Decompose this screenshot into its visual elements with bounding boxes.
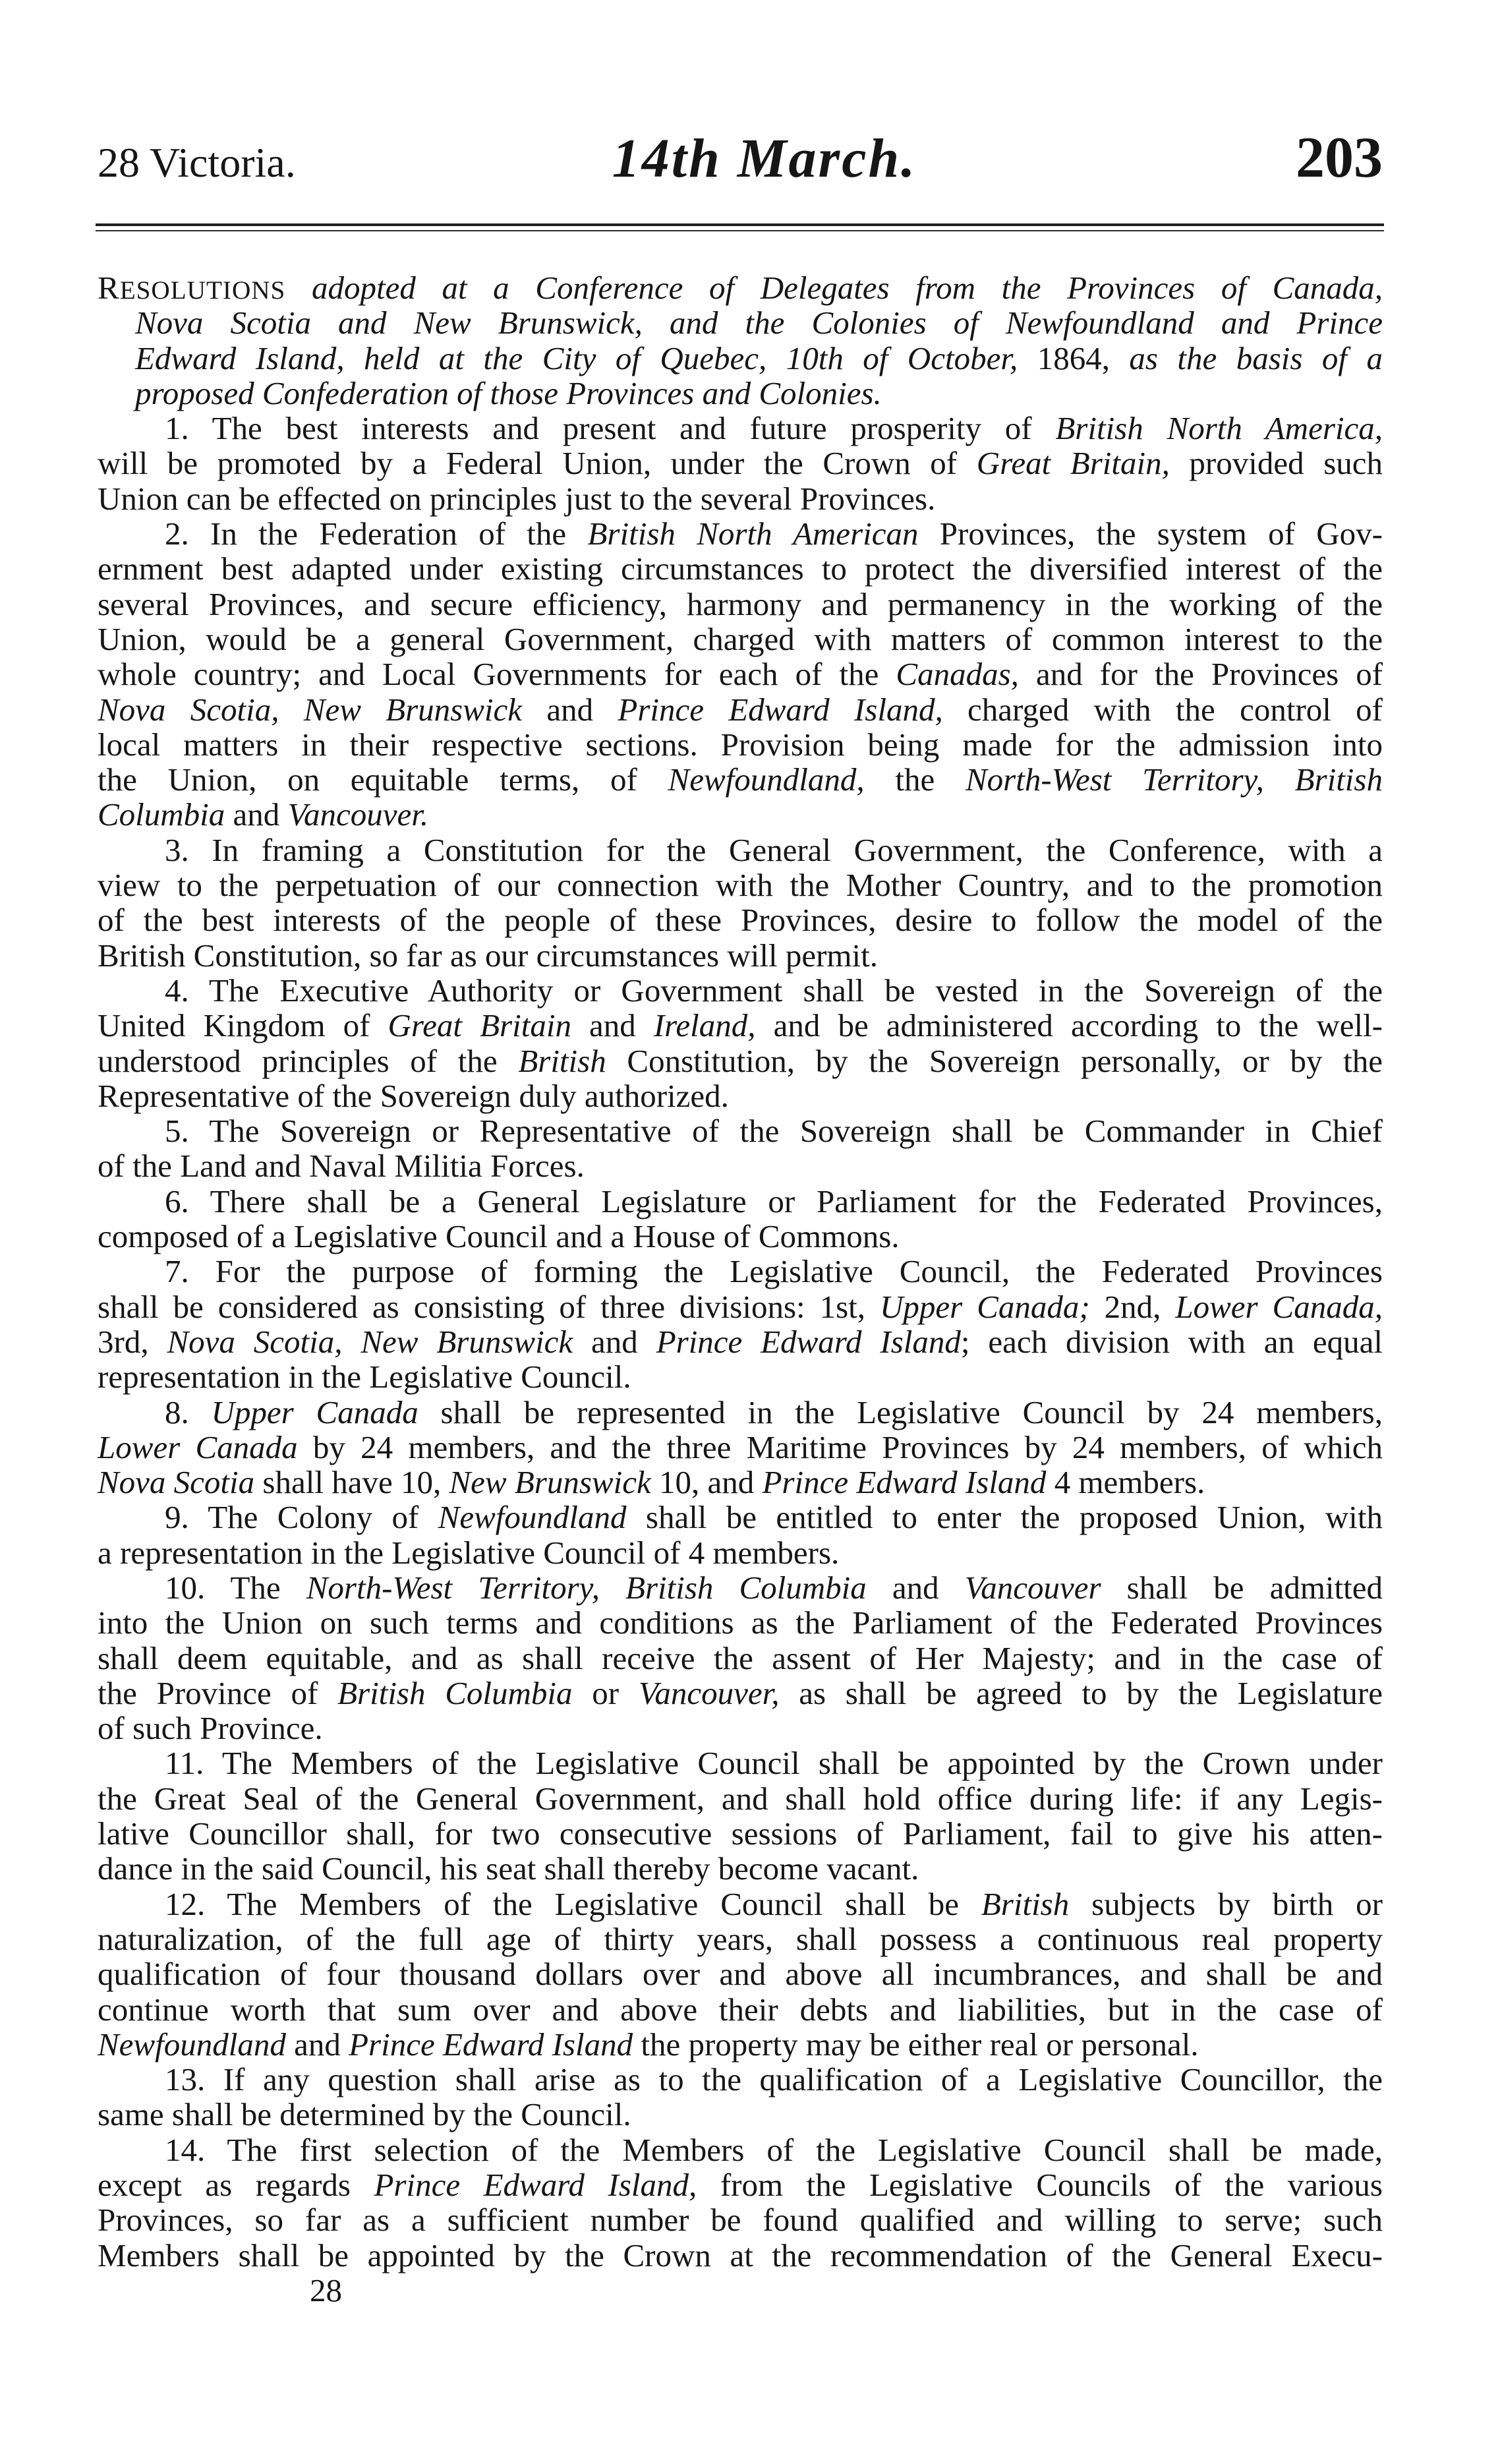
text-run: by 24 members, and the three Maritime Provinces by 24 members, of which (297, 1428, 1383, 1465)
text-line (98, 2167, 1383, 2202)
text-run: and be administered according to the well- (755, 1007, 1383, 1044)
text-line (165, 516, 1383, 551)
text-line (98, 1816, 1383, 1851)
running-head-regnal-year: 28 Victoria. (98, 139, 296, 186)
text-run: shall be entitled to enter the proposed Union, with (626, 1499, 1383, 1536)
text-run: 4. The Executive Authority or Government shall be vested in the Sovereign of the (165, 972, 1383, 1009)
italic-run: Lower Canada, (1175, 1288, 1383, 1325)
italic-run: British (981, 1885, 1070, 1922)
text-line (98, 1641, 1383, 1676)
italic-run: Nova Scotia (98, 1464, 255, 1501)
italic-run: North-West Territory, British Columbia (306, 1569, 867, 1606)
text-run: of the best interests of the people of these Provinces, desire to follow the model of the (98, 902, 1383, 939)
text-run: 8. (165, 1393, 212, 1430)
text-line (135, 376, 1383, 411)
text-run: Provinces, the system of Gov- (918, 515, 1383, 552)
resolution-paragraph (98, 973, 1383, 1113)
text-run: of the Land and Naval Militia Forces. (98, 1148, 585, 1185)
text-run: as shall be agreed to by the Legislature (779, 1674, 1383, 1711)
text-run: and (866, 1569, 965, 1606)
text-line (98, 1043, 1383, 1078)
italic-run: British Columbia (337, 1674, 573, 1711)
text-run: Union, would be a general Government, charged with matters of common interest to the (98, 620, 1383, 657)
text-line (135, 341, 1383, 376)
text-line (165, 1395, 1383, 1430)
text-run: 5. The Sovereign or Representative of the Sovereign shall be Commander in Chief (165, 1113, 1383, 1150)
text-line (98, 446, 1383, 481)
text-run: several Provinces, and secure efficiency, harmony and permanency in the working of the (98, 585, 1383, 622)
text-line (98, 1781, 1383, 1816)
text-run: ernment best adapted under existing circumstances to protect the diversified interest of the (98, 550, 1383, 587)
text-line (98, 1008, 1383, 1043)
text-line (165, 1254, 1383, 1289)
text-line (98, 657, 1383, 691)
text-run: shall be represented in the Legislative Council by 24 members, (418, 1393, 1383, 1430)
text-run: Constitution, by the Sovereign personally, or by the (606, 1042, 1383, 1079)
text-run: the Province of (98, 1674, 338, 1711)
small-caps-run: RESOLUTIONS (98, 270, 286, 306)
text-run: 12. The Members of the Legislative Council shall be (165, 1885, 981, 1922)
text-run: will be promoted by a Federal Union, under the Crown of (98, 445, 977, 482)
text-line (165, 2062, 1383, 2097)
text-line (98, 1992, 1383, 2027)
text-run: 6. There shall be a General Legislature or Parliament for the Federated Provinces, (165, 1183, 1383, 1219)
text-line (98, 551, 1383, 586)
text-run: Provinces, so far as a sufficient number be found qualified and willing to serve; such (98, 2202, 1383, 2239)
signature-mark: 28 (310, 2272, 342, 2308)
italic-run: proposed Confederation of those Provinces and Colonies. (135, 374, 882, 411)
italic-run: Great Britain (388, 1007, 571, 1044)
text-block (98, 270, 1383, 2273)
italic-run: Columbia (98, 796, 225, 833)
text-run: 9. The Colony of (165, 1499, 438, 1536)
resolution-paragraph (98, 1113, 1383, 1184)
text-run: same shall be determined by the Council. (98, 2096, 631, 2133)
text-line (98, 902, 1383, 937)
italic-run: Lower Canada (98, 1428, 298, 1465)
italic-run: Prince Edward Island (656, 1323, 961, 1360)
italic-run: adopted at a Conference of Delegates from the Provinces of Canada, (285, 270, 1383, 306)
text-run: except as regards (98, 2167, 374, 2204)
text-run: lative Councillor shall, for two consecutive sessions of Parliament, fail to give his atten- (98, 1815, 1383, 1852)
text-run: of such Province. (98, 1710, 323, 1747)
text-run: shall be considered as consisting of three divisions: 1st, (98, 1288, 880, 1325)
text-line (98, 2238, 1383, 2273)
text-run: 10, and (650, 1464, 763, 1501)
text-run: Members shall be appointed by the Crown at the recommendation of the General Execu- (98, 2237, 1383, 2273)
text-line (98, 1605, 1383, 1640)
page-number: 203 (1296, 126, 1383, 190)
italic-run: North-West Territory, British (965, 761, 1383, 798)
text-run: Representative of the Sovereign duly authorized. (98, 1077, 729, 1114)
text-run: representation in the Legislative Council. (98, 1359, 631, 1395)
text-run: whole country; and Local Governments for each of the (98, 656, 896, 693)
text-line (98, 727, 1383, 762)
italic-run: as the basis of a (1109, 339, 1383, 376)
italic-run: New Brunswick (449, 1464, 651, 1501)
head-rule-thin (96, 230, 1384, 231)
italic-run: British North America, (1055, 410, 1383, 447)
text-run: qualification of four thousand dollars over and above all incumbrances, and shall be and (98, 1956, 1383, 1993)
resolution-paragraph (98, 1500, 1383, 1570)
text-run: and for the Provinces of (1018, 656, 1383, 693)
text-line (98, 622, 1383, 657)
text-line (98, 1289, 1383, 1324)
text-line (165, 2132, 1383, 2167)
text-run: 13. If any question shall arise as to the qualification of a Legislative Councillor, the (165, 2061, 1383, 2098)
text-run: British Constitution, so far as our circumstances will permit. (98, 937, 878, 974)
text-run: view to the perpetuation of our connection with the Mother Country, and to the promotion (98, 867, 1383, 904)
text-run: from the Legislative Councils of the various (697, 2167, 1383, 2204)
resolution-paragraph (98, 1887, 1383, 2062)
running-head-date: 14th March. (612, 128, 917, 189)
italic-run: Prince Edward Island, (618, 691, 943, 728)
resolution-paragraph (98, 1254, 1383, 1394)
text-run: shall be admitted (1101, 1569, 1383, 1606)
text-line (98, 2097, 1383, 2132)
text-run: charged with the control of (942, 691, 1383, 728)
text-run: composed of a Legislative Council and a House of Commons. (98, 1218, 900, 1255)
text-line (98, 762, 1383, 797)
italic-run: Nova Scotia, New Brunswick (167, 1323, 573, 1360)
resolution-paragraph (98, 1570, 1383, 1745)
text-run: United Kingdom of (98, 1007, 388, 1044)
head-rule-thick (96, 223, 1384, 226)
text-run: 7. For the purpose of forming the Legislative Council, the Federated Provinces (165, 1253, 1383, 1290)
text-line (98, 2202, 1383, 2237)
text-run: 2. In the Federation of the (165, 515, 588, 552)
text-run: a representation in the Legislative Council of 4 members. (98, 1534, 840, 1571)
text-run: 3. In framing a Constitution for the General Government, the Conference, with a (165, 831, 1383, 868)
text-run: and (225, 796, 288, 833)
italic-run: Ireland, (653, 1007, 756, 1044)
text-line (98, 1535, 1383, 1570)
text-line (98, 1148, 1383, 1183)
text-run: shall deem equitable, and as shall receive the assent of Her Majesty; and in the case of (98, 1639, 1383, 1676)
text-line (98, 1851, 1383, 1886)
text-line (98, 1465, 1383, 1500)
italic-run: Great Britain, (976, 445, 1170, 482)
text-line (98, 1676, 1383, 1711)
text-run: continue worth that sum over and above their debts and liabilities, but in the case of (98, 1991, 1383, 2028)
text-line (98, 692, 1383, 727)
text-run: 1. The best interests and present and future prosperity of (165, 410, 1056, 447)
resolution-paragraph (98, 1745, 1383, 1886)
text-run: 3rd, (98, 1323, 167, 1360)
text-run: and (571, 1007, 654, 1044)
text-line (98, 938, 1383, 973)
text-run: 1864, (1037, 339, 1110, 376)
text-line (165, 833, 1383, 867)
italic-run: Prince Edward Island (349, 2026, 633, 2063)
text-line (165, 1184, 1383, 1219)
italic-run: Prince Edward Island (762, 1464, 1047, 1501)
text-run: ; each division with an equal (960, 1323, 1383, 1360)
text-run: the Union, on equitable terms, of (98, 761, 668, 798)
text-line (98, 2027, 1383, 2062)
text-run: 10. The (165, 1569, 306, 1606)
italic-run: Upper Canada; (880, 1288, 1090, 1325)
resolution-paragraph (98, 516, 1383, 833)
italic-run: Vancouver. (287, 796, 429, 833)
text-run: and (522, 691, 618, 728)
text-run: local matters in their respective sections. Provision being made for the admission into (98, 726, 1383, 763)
resolution-paragraph (98, 2132, 1383, 2273)
text-run: 2nd, (1089, 1288, 1176, 1325)
italic-run: British North American (587, 515, 919, 552)
text-line (165, 1113, 1383, 1148)
text-line (165, 1570, 1383, 1605)
text-run: understood principles of the (98, 1042, 519, 1079)
text-line (165, 1500, 1383, 1535)
italic-run: Nova Scotia, New Brunswick (98, 691, 523, 728)
text-line (165, 973, 1383, 1008)
resolution-paragraph (98, 1184, 1383, 1254)
text-run: dance in the said Council, his seat shall thereby become vacant. (98, 1850, 919, 1887)
text-run: or (572, 1674, 639, 1711)
resolutions-list (98, 411, 1383, 2273)
text-run: the (864, 761, 966, 798)
italic-run: Newfoundland, (668, 761, 865, 798)
text-run: provided such (1169, 445, 1383, 482)
text-line (98, 1324, 1383, 1359)
text-run: Union can be effected on principles just to the several Provinces. (98, 480, 936, 517)
running-head (98, 126, 1383, 190)
text-line (98, 481, 1383, 516)
text-line (98, 587, 1383, 622)
resolution-paragraph (98, 2062, 1383, 2132)
text-line (98, 1430, 1383, 1465)
text-line (98, 867, 1383, 902)
text-line (98, 1711, 1383, 1745)
italic-run: Canadas, (896, 656, 1019, 693)
text-run: the property may be either real or personal. (633, 2026, 1199, 2063)
text-line (98, 270, 1383, 305)
italic-run: Newfoundland (98, 2026, 286, 2063)
italic-run: Newfoundland (438, 1499, 627, 1536)
text-run: and (285, 2026, 349, 2063)
text-run: into the Union on such terms and conditions as the Parliament of the Federated Provinces (98, 1604, 1383, 1641)
text-line (135, 305, 1383, 340)
text-line (98, 1219, 1383, 1254)
text-run: the Great Seal of the General Government, and shall hold office during life: if any Legis- (98, 1780, 1383, 1817)
italic-run: Nova Scotia and New Brunswick, and the Colonies of Newfoundland and Prince (135, 305, 1383, 341)
italic-run: British (518, 1042, 606, 1079)
text-line (98, 1956, 1383, 1991)
text-line (98, 1078, 1383, 1113)
italic-run: Upper Canada (211, 1393, 418, 1430)
text-run: 14. The first selection of the Members of the Legislative Council shall be made, (165, 2131, 1383, 2168)
text-line (165, 411, 1383, 446)
text-line (98, 797, 1383, 832)
italic-run: Vancouver, (638, 1674, 780, 1711)
text-run: 4 members. (1046, 1464, 1205, 1501)
italic-run: Edward Island, held at the City of Quebec, 10th of October, (135, 339, 1037, 376)
italic-run: Vancouver (964, 1569, 1101, 1606)
text-run: subjects by birth or (1069, 1885, 1383, 1922)
resolution-paragraph (98, 833, 1383, 973)
text-run: 11. The Members of the Legislative Council shall be appointed by the Crown under (165, 1745, 1383, 1782)
text-run: and (573, 1323, 656, 1360)
resolutions-heading (98, 270, 1383, 411)
text-line (165, 1745, 1383, 1780)
resolution-paragraph (98, 411, 1383, 516)
text-line (165, 1887, 1383, 1921)
resolution-paragraph (98, 1395, 1383, 1500)
text-run: shall have 10, (254, 1464, 449, 1501)
text-run: naturalization, of the full age of thirty years, shall possess a continuous real property (98, 1920, 1383, 1957)
italic-run: Prince Edward Island, (374, 2167, 697, 2204)
text-line (98, 1359, 1383, 1394)
text-line (98, 1921, 1383, 1956)
